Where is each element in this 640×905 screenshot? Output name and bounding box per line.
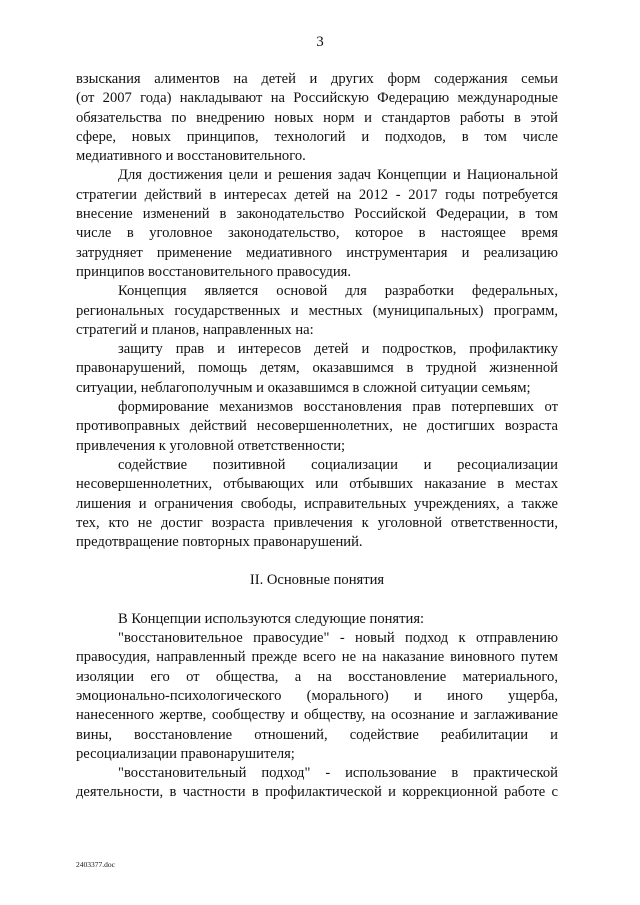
document-body [76, 70, 558, 803]
text-line: содействие позитивной социализации и ресоциализации [118, 456, 558, 473]
text-line: тех, кто не достиг возраста привлечения к уголовной ответственности, [76, 514, 558, 531]
text-line: затрудняет применение медиативного инструментария и реализацию [76, 244, 558, 261]
text-line: взыскания алиментов на детей и других форм содержания семьи [76, 71, 558, 87]
text-line: медиативного и восстановительного. [76, 148, 306, 165]
text-line: лишения и ограничения свободы, исправительных учреждениях, а также [76, 495, 558, 512]
text-line: правонарушений, помощь детям, оказавшимся в трудной жизненной [76, 360, 558, 377]
text-line: стратегии действий в интересах детей на 2012 - 2017 годы потребуется [76, 186, 558, 203]
text-line: вины, восстановление отношений, содействие реабилитации и [76, 726, 558, 743]
text-line: защиту прав и интересов детей и подростков, профилактику [118, 341, 558, 358]
text-line: противоправных действий несовершеннолетних, не достигших возраста [76, 418, 558, 435]
text-line: внесение изменений в законодательство Российской Федерации, в том [76, 206, 558, 223]
text-line: Концепция является основой для разработки федеральных, [118, 283, 558, 300]
text-line: В Концепции используются следующие понятия: [118, 610, 425, 627]
text-line: "восстановительное правосудие" - новый подход к отправлению [118, 630, 558, 647]
text-line: (от 2007 года) накладывают на Российскую Федерацию международные [76, 90, 558, 107]
text-line: привлечения к уголовной ответственности; [76, 437, 346, 454]
text-line: принципов восстановительного правосудия. [76, 263, 352, 280]
section-heading: II. Основные понятия [249, 572, 385, 589]
text-line: стратегий и планов, направленных на: [76, 321, 314, 338]
text-line: сфере, новых принципов, технологий и подходов, в том числе [76, 128, 558, 145]
text-line: несовершеннолетних, отбывающих или отбывших наказание в местах [76, 476, 558, 493]
text-line: эмоционально-психологического (морального) и иного ущерба, [76, 687, 558, 704]
text-line: региональных государственных и местных (муниципальных) программ, [76, 302, 558, 319]
text-line: формирование механизмов восстановления прав потерпевших от [118, 399, 558, 416]
text-line: Для достижения цели и решения задач Концепции и Национальной [118, 167, 558, 184]
text-line: изоляции его от общества, а на восстановление материального, [76, 668, 558, 685]
text-line: числе в уголовное законодательство, которое в настоящее время [76, 225, 558, 242]
text-line: обязательства по внедрению новых норм и стандартов работы в этой [76, 109, 558, 126]
page-number: 3 [316, 34, 324, 50]
document-footer: 2403377.doc [76, 860, 115, 869]
text-line: нанесенного жертве, сообществу и обществу, на осознание и заглаживание [76, 707, 558, 724]
text-line: правосудия, направленный прежде всего не на наказание виновного путем [76, 649, 558, 666]
text-line: ситуации, неблагополучным и оказавшимся в сложной ситуации семьям; [76, 379, 531, 396]
text-line: предотвращение повторных правонарушений. [76, 534, 363, 551]
text-line: деятельности, в частности в профилактической и коррекционной работе с [76, 784, 558, 801]
text-line: "восстановительный подход" - использование в практической [118, 765, 558, 782]
text-line: ресоциализации правонарушителя; [76, 745, 295, 762]
